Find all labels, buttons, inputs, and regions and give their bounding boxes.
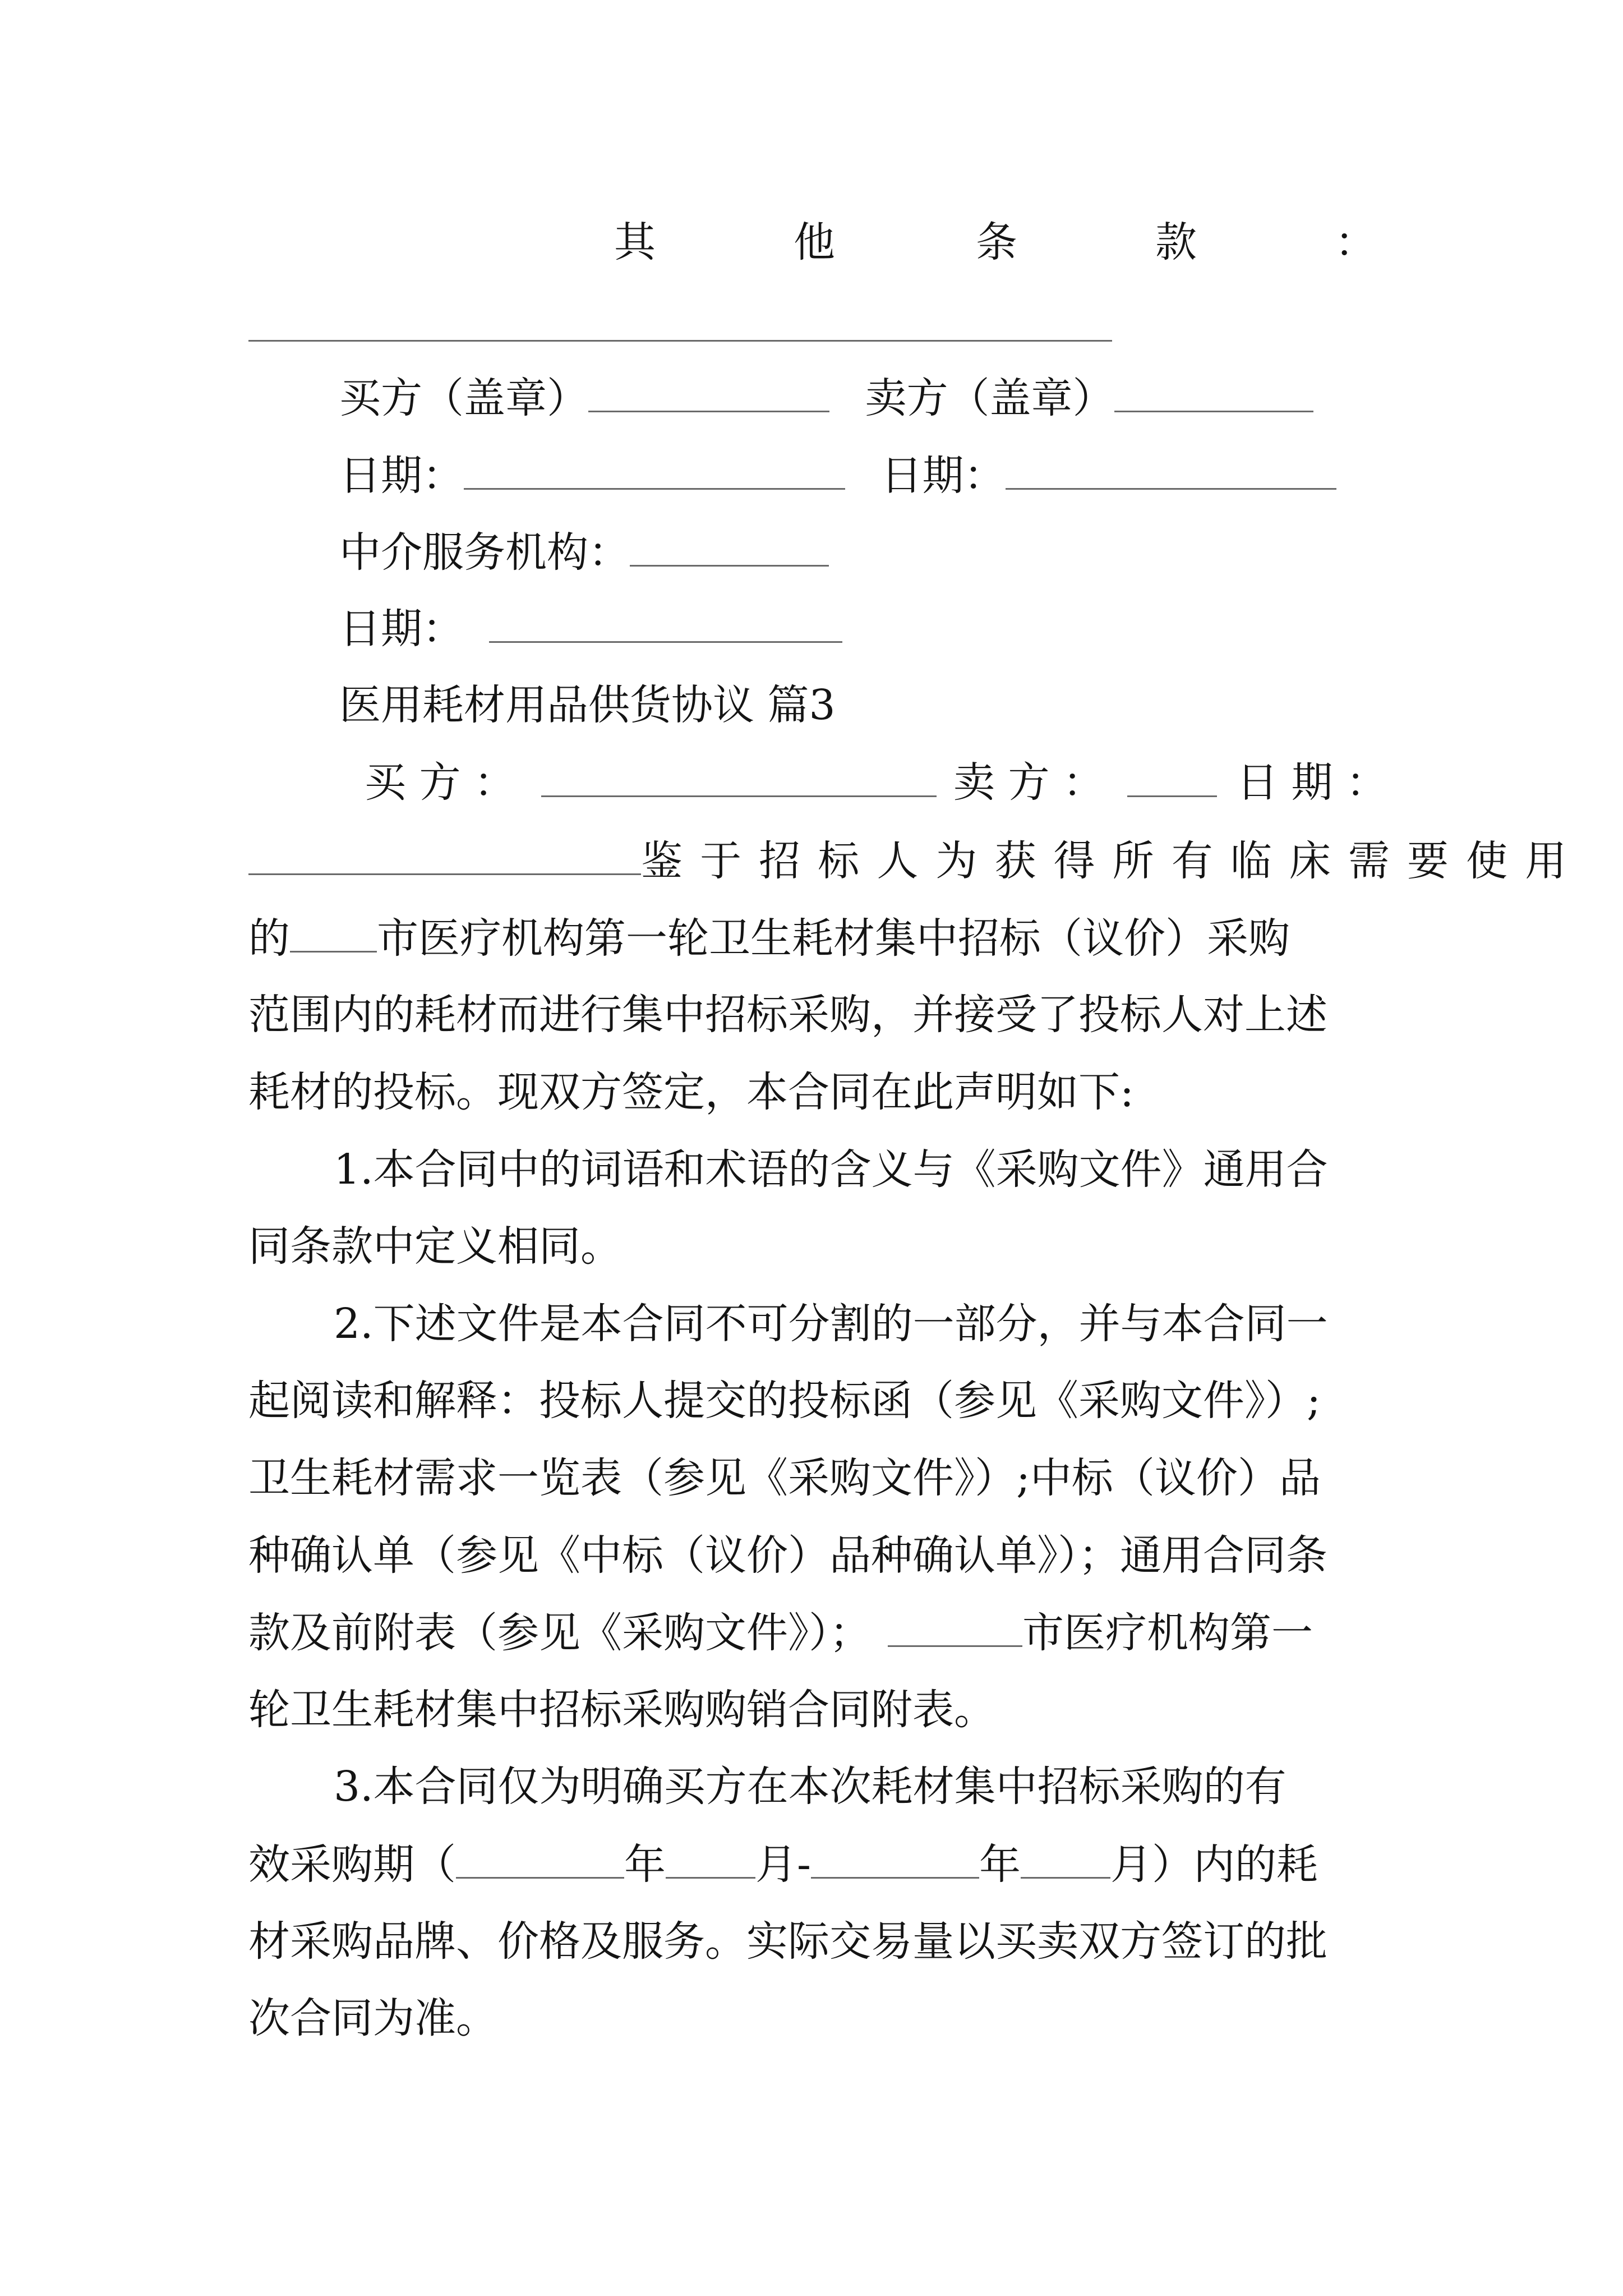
- clause-2-line-1: 2.下述文件是本合同不可分割的一部分，并与本合同一: [334, 1300, 1328, 1348]
- agency-label: 中介服务机构：: [339, 528, 630, 577]
- buyer-seal-blank: [588, 377, 829, 412]
- clause-3-line-4: 次合同为准。: [248, 1994, 497, 2042]
- clause-2-line-2: 起阅读和解释：投标人提交的投标函（参见《采购文件》）;: [248, 1377, 1321, 1425]
- seal-row: [339, 374, 1313, 422]
- other-terms-blank-line: [248, 340, 1112, 342]
- clause-2-line-5: 款及前附表（参见《采购文件》）； 市医疗机构第一: [248, 1609, 1313, 1657]
- start-year-blank: [456, 1843, 624, 1879]
- start-month-blank: [666, 1843, 755, 1879]
- buyer-date-label: 日期：: [339, 452, 464, 500]
- clause-2-line-4: 种确认单（参见《中标（议价）品种确认单》）；通用合同条: [248, 1531, 1327, 1580]
- seller-date-label: 日期：: [880, 452, 1006, 500]
- preamble-line-3: 范围内的耗材而进行集中招标采购，并接受了投标人对上述: [248, 991, 1327, 1039]
- city-blank: [290, 917, 377, 953]
- parties-seller-label: 卖 方 ：: [953, 758, 1105, 807]
- clause-1-line-1: 1.本合同中的词语和术语的含义与《采购文件》通用合: [334, 1145, 1328, 1194]
- parties-buyer-label: 买 方 ：: [365, 758, 516, 807]
- city-blank-2: [888, 1612, 1022, 1647]
- seller-seal-blank: [1114, 377, 1313, 412]
- preamble-line-4: 耗材的投标。现双方签定，本合同在此声明如下:: [248, 1068, 1134, 1116]
- preamble-line-1: 鉴于招标人为获得所有临床需要使用: [248, 840, 1584, 882]
- agency-date-blank: [489, 608, 842, 643]
- seller-seal-label: 卖方（盖章）: [865, 374, 1114, 422]
- clause-2-line-6: 轮卫生耗材集中招标采购购销合同附表。: [248, 1686, 995, 1734]
- parties-seller-blank: [1127, 762, 1217, 797]
- agency-date-label: 日期：: [339, 605, 464, 653]
- clause-3-line-2: 效采购期（ 年 月- 年 月）内的耗: [248, 1841, 1318, 1889]
- preamble-line-2: 的 市医疗机构第一轮卫生耗材集中招标（议价）采购: [248, 914, 1290, 963]
- preamble-blank: [248, 840, 641, 875]
- date-row: [339, 452, 1336, 500]
- parties-date-label: 日 期 ：: [1237, 758, 1388, 807]
- other-terms-char: 条: [976, 218, 1017, 266]
- other-terms-char: 他: [794, 218, 835, 266]
- clause-3-line-1: 3.本合同仅为明确买方在本次耗材集中招标采购的有: [334, 1763, 1287, 1811]
- agency-blank: [630, 531, 829, 567]
- seller-date-blank: [1006, 454, 1336, 490]
- agency-row: [339, 528, 829, 577]
- clause-2-line-3: 卫生耗材需求一览表（参见《采购文件》）;中标（议价）品: [248, 1454, 1321, 1502]
- buyer-seal-label: 买方（盖章）: [339, 374, 588, 422]
- clause-1-line-2: 同条款中定义相同。: [248, 1222, 622, 1271]
- section-title: 医用耗材用品供货协议 篇3: [339, 681, 836, 729]
- parties-buyer-blank: [541, 762, 937, 797]
- end-year-blank: [811, 1843, 979, 1879]
- other-terms-char: 款: [1155, 218, 1197, 266]
- end-month-blank: [1021, 1843, 1110, 1879]
- agency-date-row: [339, 605, 842, 653]
- other-terms-char: 其: [614, 218, 656, 266]
- buyer-date-blank: [464, 454, 845, 490]
- other-terms-colon: ：: [1335, 218, 1376, 266]
- clause-3-line-3: 材采购品牌、价格及服务。实际交易量以买卖双方签订的批: [248, 1917, 1327, 1966]
